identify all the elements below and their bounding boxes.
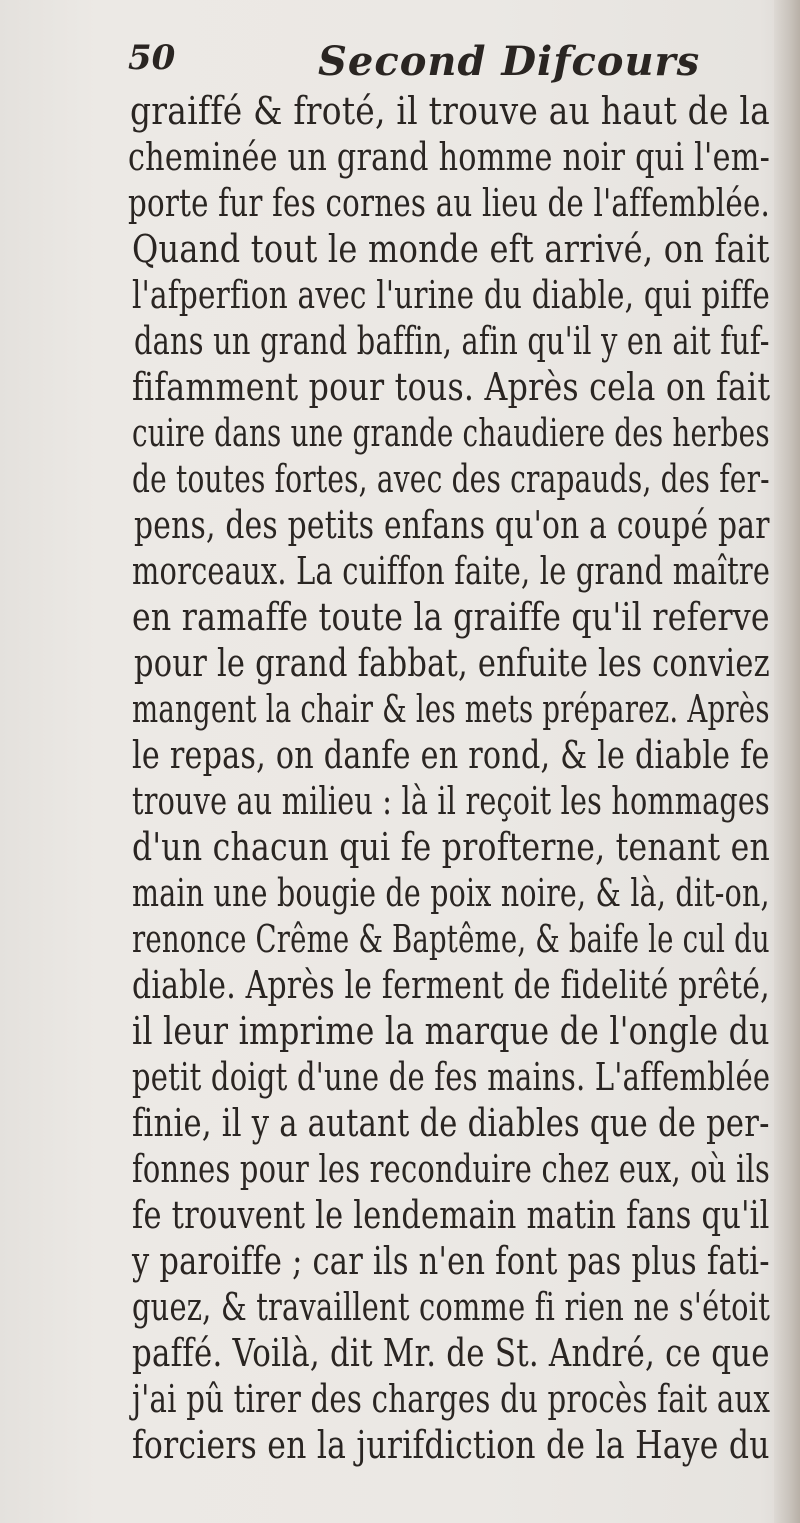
text-line: paffé. Voilà, dit Mr. de St. André, ce que: [132, 1331, 770, 1375]
text-line: [132, 916, 770, 962]
text-line: trouve au milieu : là il reçoit les hommages: [132, 779, 770, 823]
text-line: il leur imprime la marque de l'ongle du: [132, 1009, 770, 1053]
text-line: cuire dans une grande chaudiere des herbes: [132, 411, 770, 455]
text-line: l'afperfion avec l'urine du diable, qui piffe: [132, 273, 771, 317]
text-line: dans un grand baffin, afin qu'il y en ait fuf-: [134, 319, 770, 363]
text-line: cheminée un grand homme noir qui l'em-: [128, 135, 771, 179]
text-line: fonnes pour les reconduire chez eux, où ils: [132, 1147, 771, 1191]
text-line: guez, & travaillent comme fi rien ne s'étoit: [132, 1285, 771, 1329]
text-line: y paroiffe ; car ils n'en font pas plus fati-: [132, 1239, 770, 1283]
page-edge-shadow: [774, 0, 800, 1523]
text-line: j'ai pû tirer des charges du procès fait aux: [132, 1377, 771, 1421]
running-title: Second Difcours: [318, 38, 701, 85]
text-line: forciers en la jurifdiction de la Haye du: [132, 1423, 770, 1467]
text-line: fe trouvent le lendemain matin fans qu'il: [132, 1193, 770, 1237]
page-number: 50: [128, 38, 176, 78]
text-line: mangent la chair & les mets préparez. Après: [132, 687, 770, 731]
text-line: main une bougie de poix noire, & là, dit-on,: [132, 871, 770, 915]
text-line: de toutes fortes, avec des crapauds, des fer-: [132, 457, 770, 501]
text-line: fifamment pour tous. Après cela on fait: [132, 365, 771, 409]
text-line: le repas, on danfe en rond, & le diable fe: [132, 733, 770, 777]
text-line-content: renonce Crême & Baptême, & baife le cul du: [132, 917, 770, 961]
text-line: graiffé & froté, il trouve au haut de la: [130, 89, 771, 133]
text-line: morceaux. La cuiffon faite, le grand maître: [132, 549, 771, 593]
text-line: pens, des petits enfans qu'on a coupé par: [134, 503, 770, 547]
text-line: pour le grand fabbat, enfuite les conviez: [134, 641, 770, 685]
text-line: finie, il y a autant de diables que de per-: [132, 1101, 770, 1145]
text-line: d'un chacun qui fe profterne, tenant en: [132, 825, 771, 869]
text-line: diable. Après le ferment de fidelité prêté,: [132, 963, 770, 1007]
text-line: porte fur fes cornes au lieu de l'affemblée.: [128, 181, 771, 225]
text-line: Quand tout le monde eft arrivé, on fait: [132, 227, 770, 271]
text-line: petit doigt d'une de fes mains. L'affemblée: [132, 1055, 771, 1099]
page-header: [128, 38, 748, 88]
text-line: en ramaffe toute la graiffe qu'il referve: [132, 595, 770, 639]
